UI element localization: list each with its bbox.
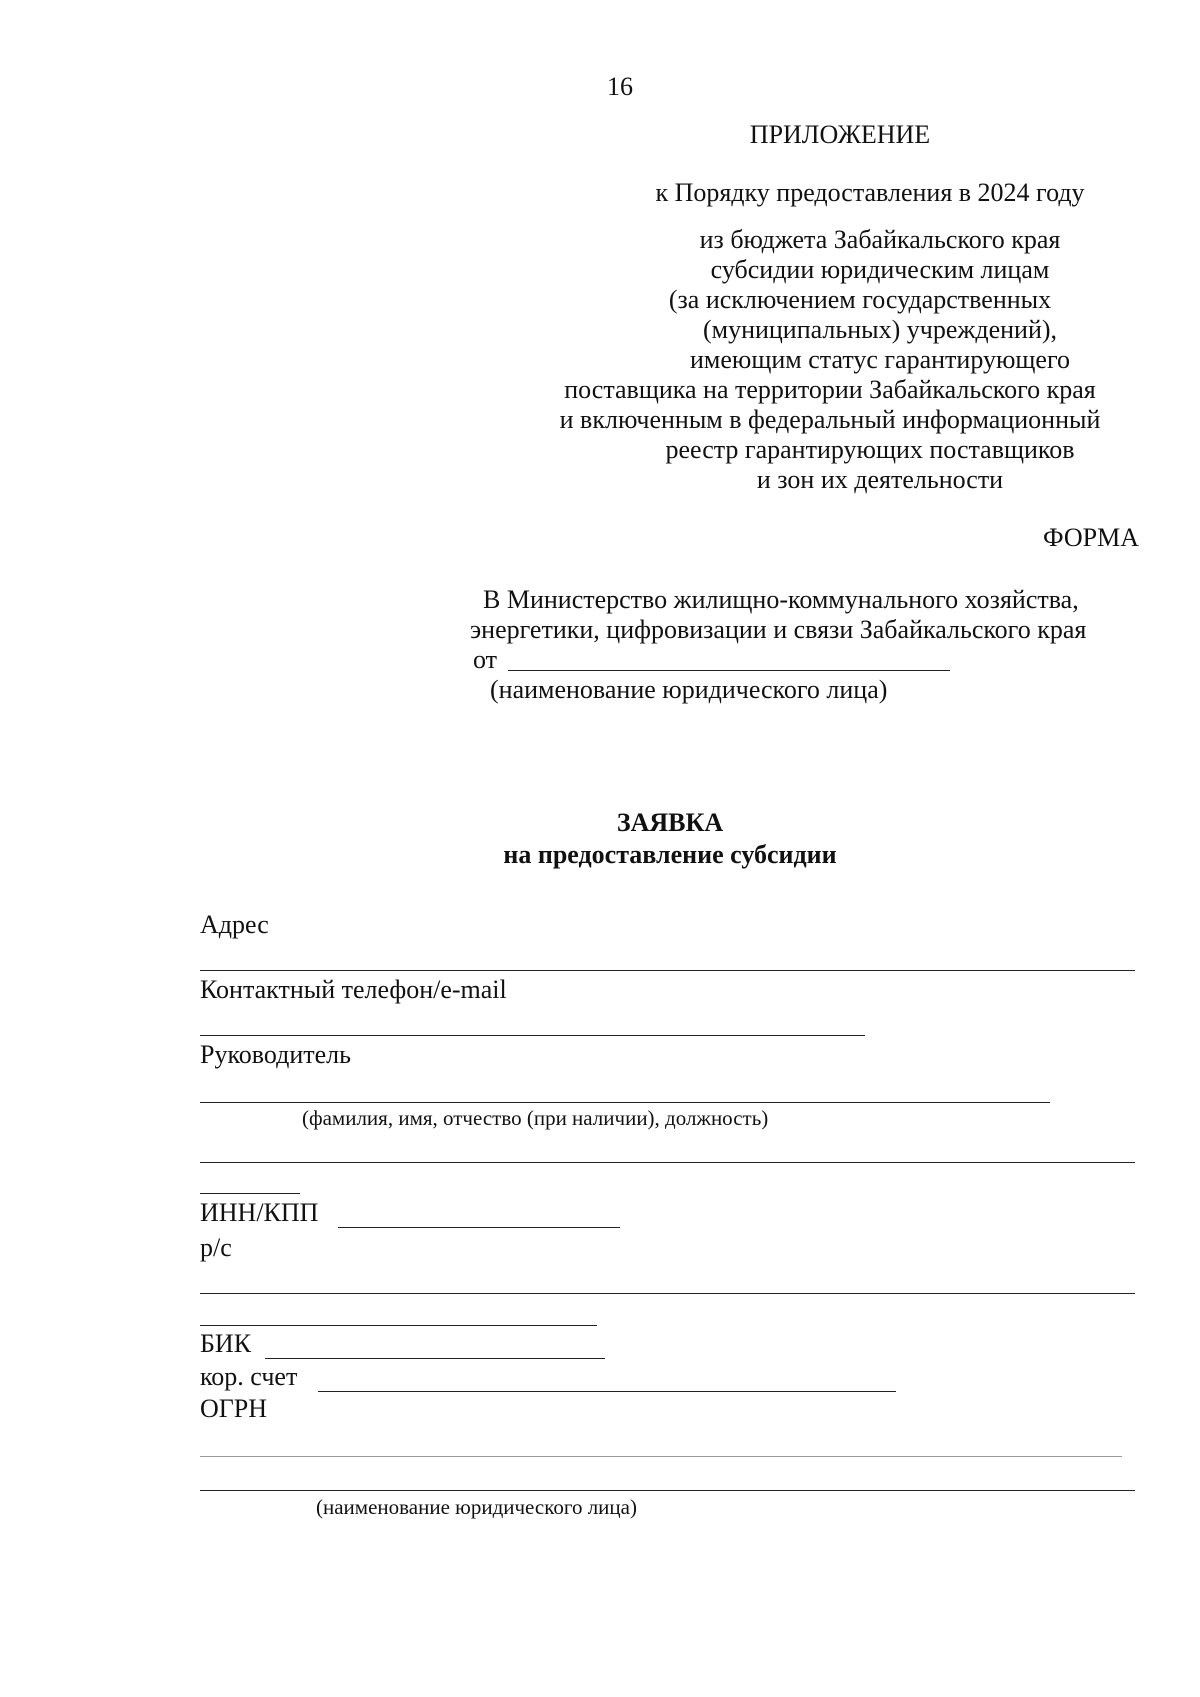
appendix-line-4: (за исключением государственных [668,285,1052,314]
appendix-line-9: реестр гарантирующих поставщиков [665,435,1075,464]
account-line-2[interactable] [200,1325,597,1326]
page-number: 16 [607,72,633,101]
corr-account-label: кор. счет [200,1362,298,1391]
appendix-line-7: поставщика на территории Забайкальского края [564,375,1096,404]
recipient-line-2: энергетики, цифровизации и связи Забайкальского края [470,615,1087,644]
recipient-name-line[interactable] [508,670,950,671]
appendix-line-1: к Порядку предоставления в 2024 году [655,178,1085,207]
recipient-from-label: от [473,645,498,674]
appendix-line-2: из бюджета Забайкальского края [699,225,1061,254]
head-caption: (фамилия, имя, отчество (при наличии), должность) [302,1106,769,1130]
form-label: ФОРМА [1043,523,1139,552]
bik-line[interactable] [265,1358,605,1359]
corr-account-line[interactable] [318,1391,896,1392]
appendix-title: ПРИЛОЖЕНИЕ [749,120,931,149]
contact-label: Контактный телефон/e-mail [200,975,507,1004]
document-subtitle: на предоставление субсидии [503,840,837,869]
head-label: Руководитель [200,1040,351,1069]
appendix-line-3: субсидии юридическим лицам [710,255,1050,284]
bik-label: БИК [200,1329,252,1358]
appendix-line-8: и включенным в федеральный информационный [559,405,1101,434]
recipient-line-1: В Министерство жилищно-коммунального хозяйства, [483,585,1079,614]
head-line-3[interactable] [200,1193,300,1194]
address-line[interactable] [200,970,1135,971]
address-label: Адрес [200,910,269,939]
entity-caption: (наименование юридического лица) [316,1495,637,1519]
appendix-line-6: имеющим статус гарантирующего [690,345,1070,374]
contact-line[interactable] [200,1035,865,1036]
recipient-from-caption: (наименование юридического лица) [490,675,888,704]
entity-name-line[interactable] [200,1490,1135,1491]
inn-kpp-line[interactable] [338,1227,620,1228]
head-line[interactable] [200,1102,1050,1103]
inn-kpp-label: ИНН/КПП [200,1198,319,1227]
head-line-2[interactable] [200,1162,1135,1163]
account-label: р/с [200,1233,232,1262]
account-line[interactable] [200,1293,1135,1294]
document-title: ЗАЯВКА [616,808,724,837]
appendix-line-5: (муниципальных) учреждений), [702,315,1058,344]
ogrn-line[interactable] [200,1456,1122,1457]
ogrn-label: ОГРН [200,1394,268,1423]
appendix-line-10: и зон их деятельности [756,465,1004,494]
